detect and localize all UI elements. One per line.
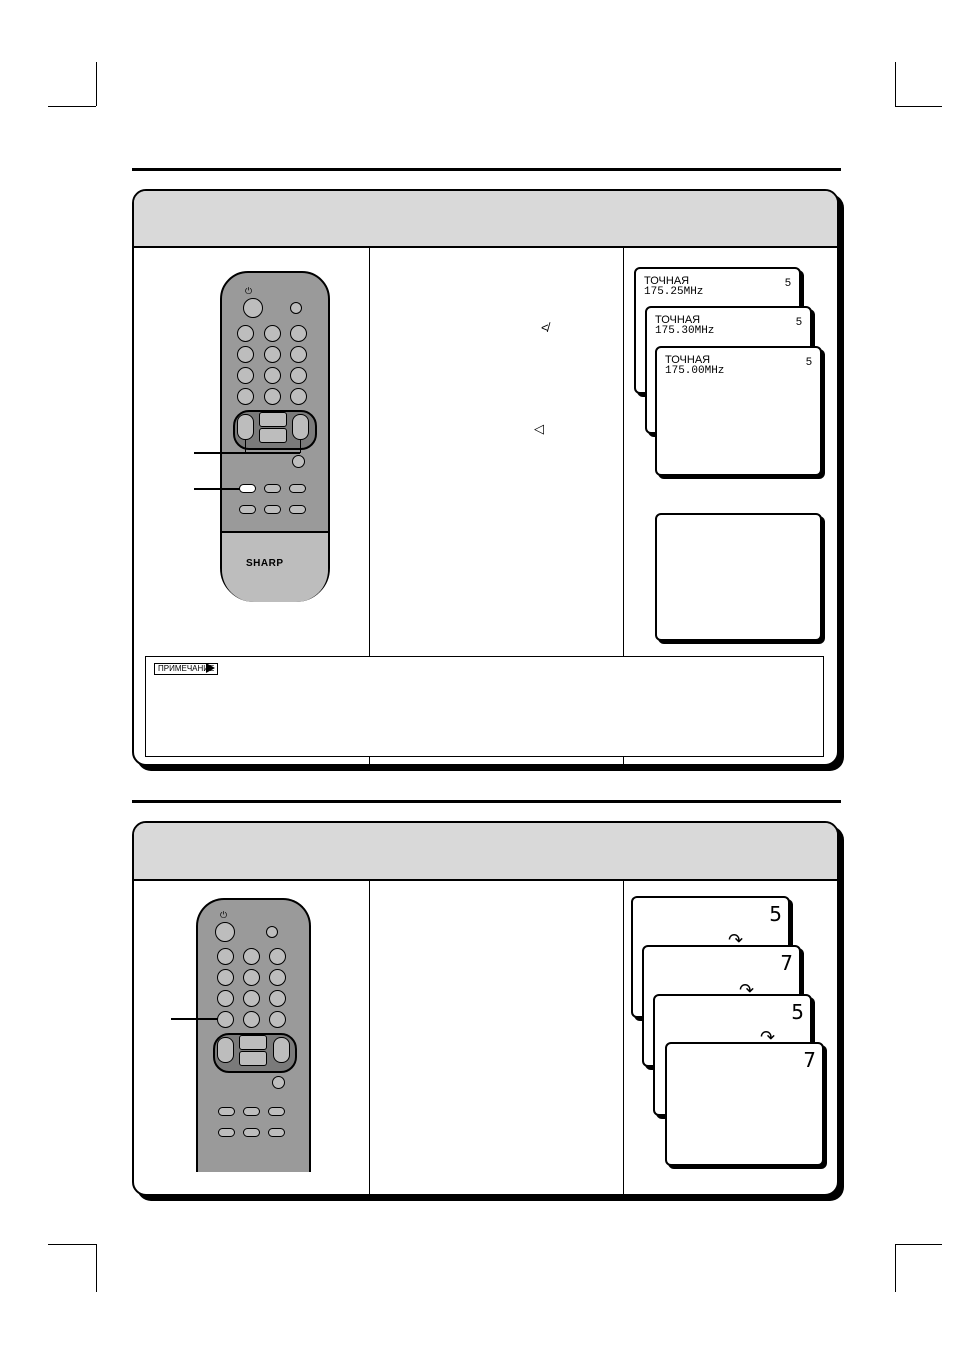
remote-button[interactable] [266,926,278,938]
crop-mark [895,106,942,107]
volume-up-button[interactable] [292,414,309,440]
crop-mark [48,106,96,107]
mute-button[interactable] [272,1076,285,1089]
digit-button[interactable] [264,325,281,342]
osd-channel: 5 [795,316,802,328]
callout-line [194,488,240,490]
function-button[interactable] [243,1128,260,1137]
digit-entry-button[interactable] [290,388,307,405]
crop-mark [895,1244,942,1245]
function-button[interactable] [218,1107,235,1116]
channel-number: 5 [791,1000,804,1024]
flashback-button[interactable] [237,388,254,405]
osd-channel: 5 [784,277,791,289]
function-button[interactable] [268,1128,285,1137]
crop-mark [96,1244,97,1292]
function-button[interactable] [239,505,256,514]
flashback-button[interactable] [217,1011,234,1028]
channel-up-button[interactable] [239,1035,267,1050]
panel-header [134,823,837,881]
remote-button[interactable] [290,302,302,314]
power-icon: ⏻ [245,286,253,296]
digit-button[interactable] [290,325,307,342]
osd-frequency: 175.30MHz [655,325,715,337]
function-button[interactable] [239,484,256,493]
digit-button[interactable] [217,948,234,965]
digit-button[interactable] [217,969,234,986]
column-divider [369,881,370,1196]
digit-button[interactable] [243,948,260,965]
function-button[interactable] [264,505,281,514]
function-button[interactable] [289,505,306,514]
digit-button[interactable] [217,990,234,1007]
function-button[interactable] [268,1107,285,1116]
blank-screen [655,513,822,641]
function-button[interactable] [264,484,281,493]
column-divider [623,881,624,1196]
channel-screen [665,1042,824,1166]
osd-channel: 5 [805,356,812,368]
power-icon: ⏻ [220,910,228,920]
section-rule [132,800,841,803]
panel-header [134,191,837,248]
remote-brand-logo: SHARP [246,558,284,569]
note-arrow-icon [206,663,215,673]
power-button[interactable] [215,922,235,942]
curved-arrow-icon: ↷ [739,980,755,1000]
digit-entry-button[interactable] [269,1011,286,1028]
channel-up-button[interactable] [259,412,287,427]
channel-down-button[interactable] [239,1051,267,1066]
osd-mode-label: ТОЧНАЯ [644,275,690,287]
digit-button[interactable] [237,325,254,342]
digit-button[interactable] [290,367,307,384]
digit-button[interactable] [269,990,286,1007]
digit-button[interactable] [264,388,281,405]
callout-bracket [245,440,301,453]
function-button[interactable] [289,484,306,493]
osd-mode-label: ТОЧНАЯ [655,314,701,326]
curved-arrow-icon: ↷ [760,1027,776,1047]
channel-number: 7 [803,1048,816,1072]
crop-mark [895,1244,896,1292]
osd-frequency: 175.25MHz [644,286,704,298]
digit-button[interactable] [290,346,307,363]
note-tag: ПРИМЕЧАНИЕ [154,663,218,675]
digit-button[interactable] [237,346,254,363]
volume-up-icon: ≮ [541,320,549,335]
crop-mark [48,1244,96,1245]
osd-mode-label: ТОЧНАЯ [665,354,711,366]
channel-number: 7 [780,951,793,975]
volume-down-button[interactable] [217,1037,234,1063]
digit-button[interactable] [269,969,286,986]
osd-screen [655,346,822,476]
digit-button[interactable] [243,1011,260,1028]
digit-button[interactable] [264,346,281,363]
callout-line [171,1018,218,1020]
curved-arrow-icon: ↷ [728,930,744,950]
volume-up-button[interactable] [273,1037,290,1063]
function-button[interactable] [243,1107,260,1116]
note-box [145,656,824,757]
crop-mark [96,62,97,106]
volume-down-icon: ◁ [534,421,544,436]
volume-down-button[interactable] [237,414,254,440]
digit-button[interactable] [269,948,286,965]
channel-number: 5 [769,902,782,926]
digit-button[interactable] [264,367,281,384]
mute-button[interactable] [292,455,305,468]
digit-button[interactable] [243,990,260,1007]
osd-frequency: 175.00MHz [665,365,725,377]
digit-button[interactable] [243,969,260,986]
section-rule [132,168,841,171]
function-button[interactable] [218,1128,235,1137]
power-button[interactable] [243,298,263,318]
crop-mark [895,62,896,106]
digit-button[interactable] [237,367,254,384]
